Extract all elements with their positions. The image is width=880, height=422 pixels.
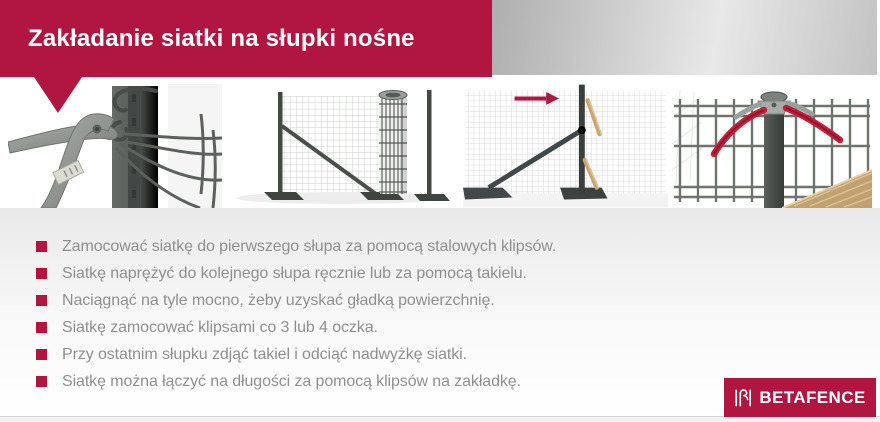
red-pliers-on-post-illustration <box>672 84 872 208</box>
betafence-logo <box>724 378 876 417</box>
betafence-logo-icon <box>734 388 752 408</box>
banner-pointer-triangle-icon <box>34 77 82 113</box>
bullet-square-icon <box>36 376 47 387</box>
photo-step-tensioning <box>463 84 668 208</box>
instructions-list <box>0 208 880 395</box>
photo-step-stretching-mesh <box>228 84 450 208</box>
instruction-text: Siatkę można łączyć na długości za pomocą klipsów na zakładkę. <box>62 372 521 390</box>
instruction-item <box>0 233 880 260</box>
bullet-square-icon <box>36 268 47 279</box>
braced-post-mesh-roll-illustration <box>228 84 450 208</box>
tension-post-takiel-illustration <box>463 84 668 208</box>
instruction-item <box>0 314 880 341</box>
instruction-item <box>0 341 880 368</box>
instruction-item <box>0 260 880 287</box>
bullet-square-icon <box>36 349 47 360</box>
page-title: Zakładanie siatki na słupki nośne <box>28 25 415 52</box>
instruction-text: Naciągnąć na tyle mocno, żeby uzyskać gładką powierzchnię. <box>62 291 495 309</box>
instruction-item <box>0 287 880 314</box>
brand-name: BETAFENCE <box>759 387 866 407</box>
photo-step-clipping-top <box>672 84 872 208</box>
bullet-square-icon <box>36 241 47 252</box>
instruction-text: Zamocować siatkę do pierwszego słupa za pomocą stalowych klipsów. <box>62 237 557 255</box>
instruction-text: Siatkę naprężyć do kolejnego słupa ręcznie lub za pomocą takielu. <box>62 264 527 282</box>
bullet-square-icon <box>36 322 47 333</box>
instruction-text: Siatkę zamocować klipsami co 3 lub 4 oczka. <box>62 318 378 336</box>
title-banner <box>0 0 492 77</box>
bullet-square-icon <box>36 295 47 306</box>
header-gradient-bar <box>492 0 877 75</box>
instruction-text: Przy ostatnim słupku zdjąć takiel i odciąć nadwyżkę siatki. <box>62 345 467 363</box>
